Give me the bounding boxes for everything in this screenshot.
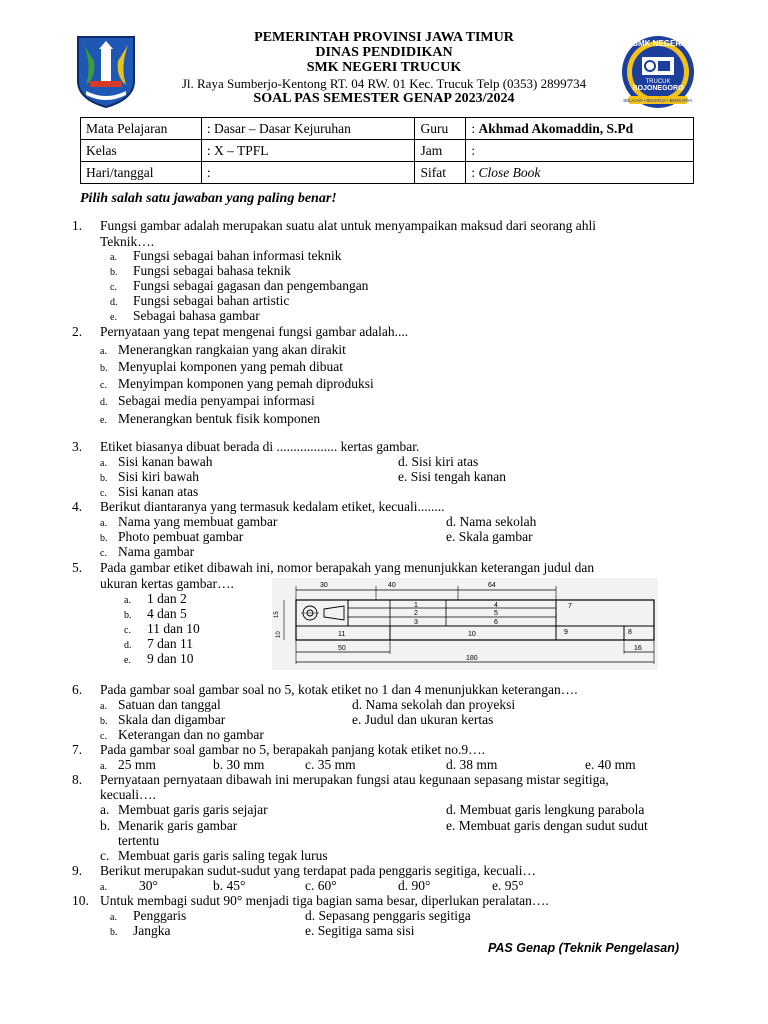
question-number: 2. [72, 324, 83, 339]
option: Nama gambar [118, 544, 195, 559]
option: 7 dan 11 [147, 636, 193, 651]
dim-label: 30 [320, 582, 328, 589]
logo-mid-text: TRUCUK [645, 79, 671, 85]
option: b. 45° [213, 878, 246, 893]
option: Membuat garis garis sejajar [118, 802, 268, 817]
question-text: Pada gambar etiket dibawah ini, nomor berapakah yang menunjukkan keterangan judul dan [100, 560, 595, 575]
option: 25 mm [118, 757, 156, 772]
option: e. 95° [492, 878, 524, 893]
question-number: 7. [72, 742, 83, 757]
cell-label: 2 [414, 610, 418, 617]
question-text: Berikut merupakan sudut-sudut yang terdapat pada penggaris segitiga, kecuali… [100, 863, 536, 878]
dim-label: 15 [274, 611, 280, 618]
option: Sisi kanan atas [118, 484, 199, 499]
option: d. 38 mm [446, 757, 498, 772]
question-text: Pada gambar soal gambar soal no 5, kotak etiket no 1 dan 4 menunjukkan keterangan…. [100, 682, 578, 697]
option: e. 40 mm [585, 757, 636, 772]
question-number: 6. [72, 682, 83, 697]
option: Fungsi sebagai gagasan dan pengembangan [133, 278, 369, 293]
question-number: 10. [72, 893, 89, 908]
info-value: : X – TPFL [201, 140, 415, 162]
option: Keterangan dan no gambar [118, 727, 264, 742]
instruction: Pilih salah satu jawaban yang paling benar! [80, 191, 337, 206]
info-label: Guru [415, 118, 466, 140]
option: Jangka [133, 923, 171, 938]
option: Fungsi sebagai bahan informasi teknik [133, 248, 342, 263]
info-row-date [81, 162, 694, 184]
cell-label: 6 [494, 619, 498, 626]
option: Menerangkan rangkaian yang akan dirakit [118, 342, 346, 357]
dim-label: 50 [338, 645, 346, 652]
question-number: 5. [72, 560, 83, 575]
option: Menarik garis gambar [118, 818, 238, 833]
option: d. 90° [398, 878, 431, 893]
question-text: Berikut diantaranya yang termasuk kedalam etiket, kecuali........ [100, 499, 445, 514]
cell-label: 7 [568, 603, 572, 610]
dim-label: 16 [634, 645, 642, 652]
option: e. Membuat garis dengan sudut sudut [446, 818, 648, 833]
cell-label: 5 [494, 610, 498, 617]
option: Fungsi sebagai bahan artistic [133, 293, 290, 308]
page-footer: PAS Genap (Teknik Pengelasan) [488, 941, 680, 955]
question-text: Pada gambar soal gambar no 5, berapakah panjang kotak etiket no.9…. [100, 742, 486, 757]
exam-title: SOAL PAS SEMESTER GENAP 2023/2024 [253, 91, 515, 106]
exam-nature: Close Book [478, 164, 541, 180]
option: Photo pembuat gambar [118, 529, 244, 544]
question-text: Pernyataan yang tepat mengenai fungsi gambar adalah.... [100, 324, 409, 339]
header-line-1: PEMERINTAH PROVINSI JAWA TIMUR [254, 30, 514, 45]
option: d. Sepasang penggaris segitiga [305, 908, 471, 923]
option: Membuat garis garis saling tegak lurus [118, 848, 328, 863]
dim-label: 10 [276, 631, 282, 638]
header-line-3: SMK NEGERI TRUCUK [306, 60, 462, 75]
dim-label: 64 [488, 582, 496, 589]
etiket-figure [272, 578, 658, 670]
info-value: : Akhmad Akomaddin, S.Pd [466, 118, 694, 140]
option: Sisi kanan bawah [118, 454, 213, 469]
option: 4 dan 5 [147, 606, 187, 621]
option: Menerangkan bentuk fisik komponen [118, 411, 321, 426]
teacher-name: Akhmad Akomaddin, S.Pd [478, 120, 634, 136]
cell-label: 8 [628, 629, 632, 636]
info-row-class [81, 140, 694, 162]
option: 11 dan 10 [147, 621, 200, 636]
logo-city-text: BOJONEGORO [632, 85, 684, 92]
option: Sebagai bahasa gambar [133, 308, 260, 323]
info-label: Mata Pelajaran [81, 118, 202, 140]
info-value: : [201, 162, 415, 184]
option: Fungsi sebagai bahasa teknik [133, 263, 291, 278]
option: d. Nama sekolah [446, 514, 537, 529]
question-number: 9. [72, 863, 83, 878]
option: Nama yang membuat gambar [118, 514, 278, 529]
question-text: Untuk membagi sudut 90° menjadi tiga bagian sama besar, diperlukan peralatan…. [100, 893, 549, 908]
option: e. Segitiga sama sisi [305, 923, 415, 938]
question-text: Etiket biasanya dibuat berada di .................. kertas gambar. [100, 439, 420, 454]
option: Sisi kiri bawah [118, 469, 199, 484]
info-value: : Close Book [466, 162, 694, 184]
cell-label: 9 [564, 629, 568, 636]
option: 1 dan 2 [147, 591, 187, 606]
option: Penggaris [133, 908, 187, 923]
cell-label: 3 [414, 619, 418, 626]
option: Skala dan digambar [118, 712, 226, 727]
info-label: Hari/tanggal [81, 162, 202, 184]
info-label: Sifat [415, 162, 466, 184]
option: Menyuplai komponen yang pemah dibuat [118, 359, 343, 374]
question-text: Fungsi gambar adalah merupakan suatu alat untuk menyampaikan maksud dari seorang ahli [100, 218, 596, 233]
option: Menyimpan komponen yang pemah diproduksi [118, 376, 374, 391]
cell-label: 10 [468, 631, 476, 638]
cell-label: 4 [494, 602, 498, 609]
option: e. Sisi tengah kanan [398, 469, 506, 484]
question-text: Pernyataan pernyataan dibawah ini merupakan fungsi atau kegunaan sepasang mistar segitiga, [100, 772, 609, 787]
question-text-cont: ukuran kertas gambar…. [100, 576, 234, 591]
option: b. 30 mm [213, 757, 265, 772]
info-label: Jam [415, 140, 466, 162]
option: Sebagai media penyampai informasi [118, 393, 315, 408]
info-value: : Dasar – Dasar Kejuruhan [201, 118, 415, 140]
logo-top-text: SMK NEGERI [632, 39, 684, 48]
cell-label: 1 [414, 602, 418, 609]
header-line-2: DINAS PENDIDIKAN [315, 45, 453, 60]
info-row-subject [81, 118, 694, 140]
option: d. Membuat garis lengkung parabola [446, 802, 645, 817]
info-label: Kelas [81, 140, 202, 162]
option: d. Sisi kiri atas [398, 454, 479, 469]
cell-label: 11 [338, 631, 346, 638]
option: c. 35 mm [305, 757, 356, 772]
option: d. Nama sekolah dan proyeksi [352, 697, 516, 712]
header-address: Jl. Raya Sumberjo-Kentong RT. 04 RW. 01 Kec. Trucuk Telp (0353) 2899734 [181, 76, 587, 91]
logo-motto-text: BELAJAR • BEKERJA • BERKARYA [623, 98, 693, 103]
question-number: 8. [72, 772, 83, 787]
question-number: 3. [72, 439, 83, 454]
option: e. Skala gambar [446, 529, 533, 544]
info-table [80, 117, 694, 184]
option: Satuan dan tanggal [118, 697, 221, 712]
option: tertentu [118, 833, 160, 848]
info-value: : [466, 140, 694, 162]
option: c. 60° [305, 878, 337, 893]
option: 30° [139, 878, 158, 893]
question-number: 1. [72, 218, 83, 233]
option: e. Judul dan ukuran kertas [352, 712, 494, 727]
question-text-cont: Teknik…. [100, 234, 155, 249]
dim-label: 40 [388, 582, 396, 589]
question-text-cont: kecuali…. [100, 787, 156, 802]
question-number: 4. [72, 499, 83, 514]
option: 9 dan 10 [147, 651, 194, 666]
dim-label: 180 [466, 655, 478, 662]
